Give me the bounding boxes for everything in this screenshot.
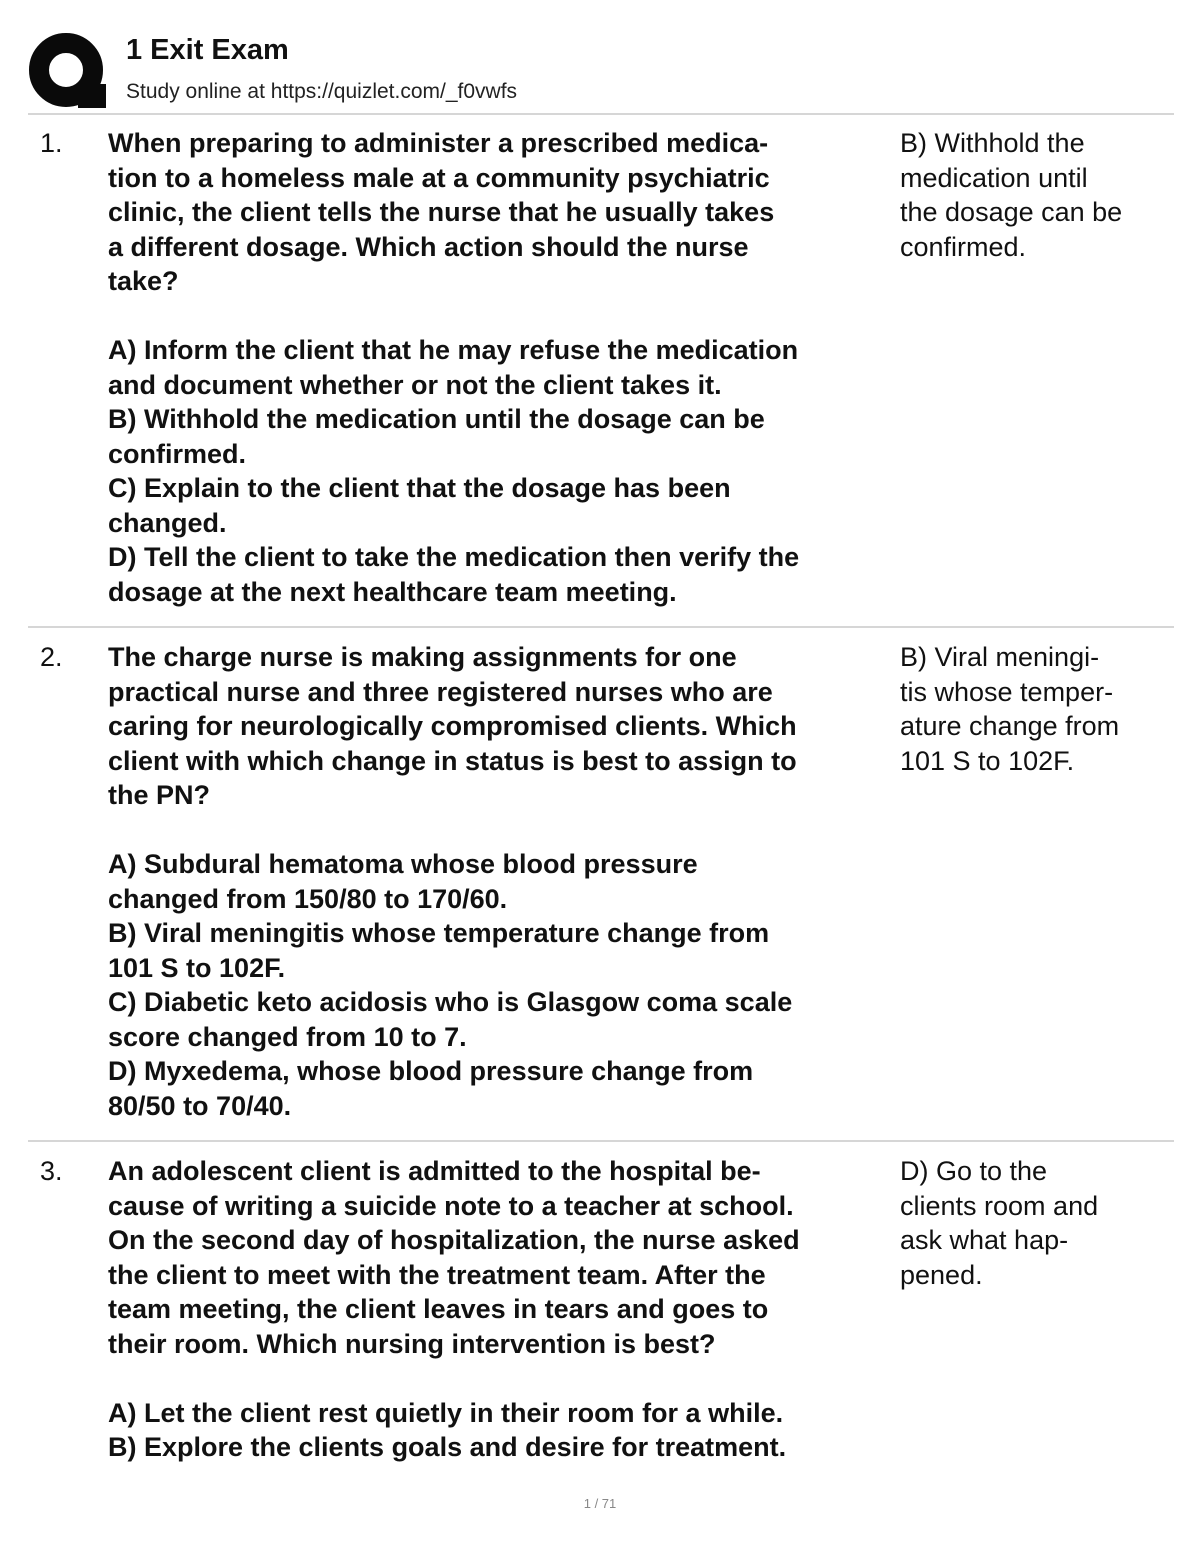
answer-line: confirmed. xyxy=(900,231,1027,262)
option-line: dosage at the next healthcare team meeting. xyxy=(108,576,677,607)
option-line: 80/50 to 70/40. xyxy=(108,1090,292,1121)
question-line: the PN? xyxy=(108,780,211,810)
answer-line: medication until xyxy=(900,162,1088,193)
question-line: On the second day of hospitalization, the nurse asked xyxy=(108,1225,800,1255)
answer-line: 101 S to 102F. xyxy=(900,745,1075,776)
question-line: client with which change in status is best to assign to xyxy=(108,745,797,776)
divider xyxy=(28,1140,1174,1142)
question-line: their room. Which nursing intervention is best? xyxy=(108,1328,716,1359)
divider xyxy=(28,113,1174,115)
option-line: 101 S to 102F. xyxy=(108,952,286,983)
question-line: take? xyxy=(108,266,179,296)
answer-text xyxy=(900,640,1180,778)
document-header xyxy=(28,26,1174,112)
question-line: team meeting, the client leaves in tears and goes to xyxy=(108,1294,769,1324)
question-line: An adolescent client is admitted to the hospital be- xyxy=(108,1156,761,1186)
option-line: score changed from 10 to 7. xyxy=(108,1021,467,1052)
answer-line: the dosage can be xyxy=(900,197,1123,227)
question-line: practical nurse and three registered nurses who are xyxy=(108,676,773,707)
answer-line: ature change from xyxy=(900,711,1120,741)
option-line: B) Withhold the medication until the dosage can be xyxy=(108,404,765,434)
page-title: 1 Exit Exam xyxy=(126,34,289,66)
option-line: A) Subdural hematoma whose blood pressure xyxy=(108,849,698,879)
study-online-link[interactable]: Study online at https://quizlet.com/_f0vwfs xyxy=(126,80,518,103)
question-line: clinic, the client tells the nurse that he usually takes xyxy=(108,197,775,227)
question-line: The charge nurse is making assignments for one xyxy=(108,642,737,672)
option-line: D) Tell the client to take the medication then verify the xyxy=(108,542,800,572)
answer-line: B) Viral meningi- xyxy=(900,642,1100,672)
option-line: D) Myxedema, whose blood pressure change from xyxy=(108,1056,754,1086)
question-text xyxy=(108,1154,898,1465)
divider xyxy=(28,626,1174,628)
option-line: B) Viral meningitis whose temperature change from xyxy=(108,918,770,948)
option-line: C) Diabetic keto acidosis who is Glasgow coma scale xyxy=(108,987,793,1017)
option-line: confirmed. xyxy=(108,438,247,469)
option-line: A) Let the client rest quietly in their room for a while. xyxy=(108,1397,784,1428)
card-number: 1. xyxy=(40,128,63,158)
option-line: B) Explore the clients goals and desire for treatment. xyxy=(108,1432,787,1462)
card-number: 3. xyxy=(40,1156,63,1186)
answer-line: tis whose temper- xyxy=(900,676,1114,707)
answer-line: B) Withhold the xyxy=(900,128,1085,158)
question-line: a different dosage. Which action should the nurse xyxy=(108,231,749,262)
answer-line: clients room and xyxy=(900,1190,1099,1221)
question-text xyxy=(108,640,898,1123)
option-line: C) Explain to the client that the dosage has been xyxy=(108,473,731,503)
option-line: changed from 150/80 to 170/60. xyxy=(108,883,508,914)
option-line: and document whether or not the client takes it. xyxy=(108,369,722,400)
question-line: the client to meet with the treatment team. After the xyxy=(108,1259,766,1290)
answer-text xyxy=(900,126,1180,264)
answer-line: ask what hap- xyxy=(900,1225,1069,1255)
option-line: changed. xyxy=(108,507,227,538)
answer-line: D) Go to the xyxy=(900,1156,1048,1186)
answer-line: pened. xyxy=(900,1259,983,1290)
question-text xyxy=(108,126,898,609)
answer-text xyxy=(900,1154,1180,1292)
quizlet-logo-icon xyxy=(28,32,108,110)
page-number: 1 / 71 xyxy=(583,1496,617,1511)
option-line: A) Inform the client that he may refuse the medication xyxy=(108,335,799,365)
question-line: cause of writing a suicide note to a teacher at school. xyxy=(108,1190,794,1221)
question-line: When preparing to administer a prescribed medica- xyxy=(108,128,769,158)
question-line: tion to a homeless male at a community psychiatric xyxy=(108,162,770,193)
card-number: 2. xyxy=(40,642,63,672)
question-line: caring for neurologically compromised clients. Which xyxy=(108,711,797,741)
